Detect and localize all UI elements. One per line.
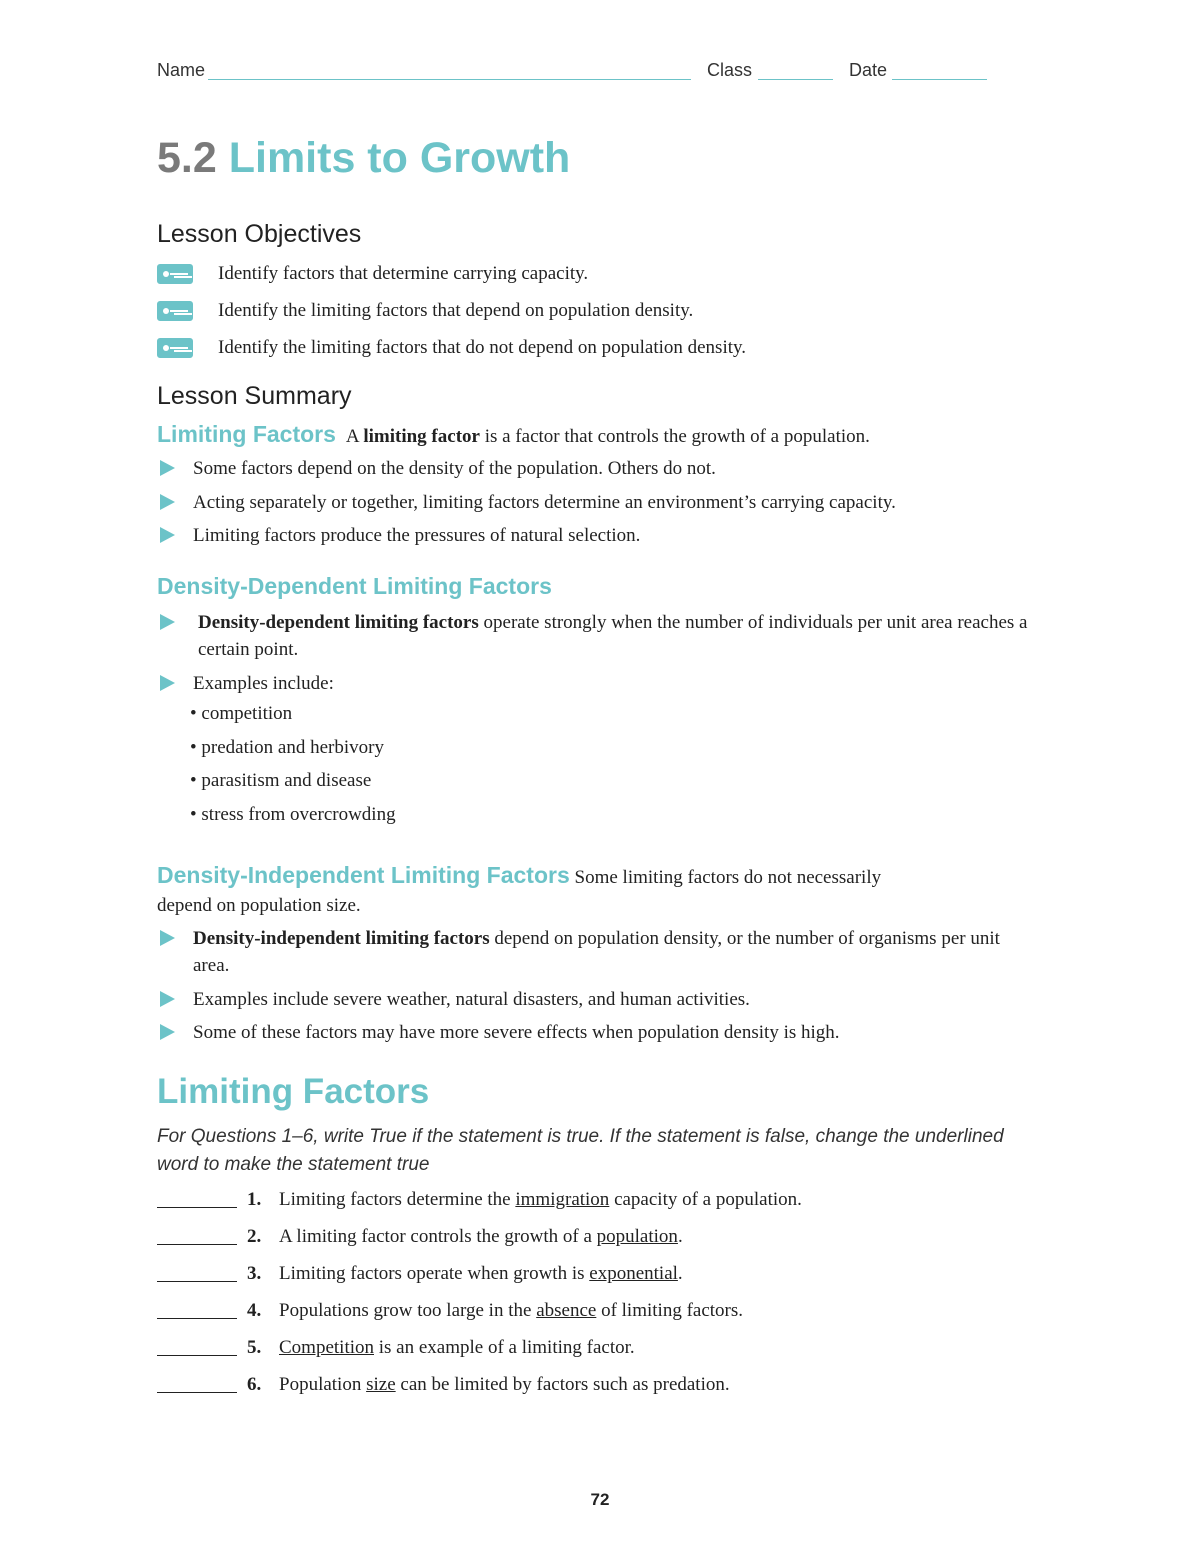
answer-blank[interactable] [157,1207,237,1208]
key-icon [157,264,193,284]
answer-blank[interactable] [157,1355,237,1356]
q-post: . [677,1263,683,1284]
triangle-bullet-icon [160,675,175,691]
di-intro: Some limiting factors do not necessarily [569,867,882,888]
intro-term: limiting factor [363,426,480,447]
limiting-factors-subhead: Limiting Factors [157,421,336,447]
q-post: of limiting factors. [596,1300,744,1321]
question-number: 4. [247,1300,262,1321]
page-number: 72 [590,1490,610,1509]
objective-text: Identify the limiting factors that do not depend on population density. [218,337,747,358]
dd-text: operate strongly when the number of individuals per unit area reaches a certain point. [198,612,1028,660]
dd-term: Density-dependent limiting factors [198,612,479,633]
q-pre: Population [279,1374,367,1395]
bullet-text: Examples include severe weather, natural disasters, and human activities. [193,989,750,1010]
q-pre: A limiting factor controls the growth of a [279,1226,597,1247]
page-title [157,134,570,183]
triangle-bullet-icon [160,527,175,543]
q-post: capacity of a population. [609,1189,802,1210]
bullet-text: Some factors depend on the density of the population. Others do not. [193,458,716,479]
answer-blank[interactable] [157,1392,237,1393]
objective-item [157,300,1057,324]
class-field-line[interactable] [758,79,833,80]
triangle-bullet-icon [160,614,175,630]
q-post: . [677,1226,683,1247]
key-icon [157,301,193,321]
bullet-text: Examples include: [193,673,334,694]
questions-instructions: For Questions 1–6, write True if the statement is true. If the statement is false, change the underlined word to make the statement true [157,1126,1004,1175]
intro-a: A [345,426,364,447]
q-underlined-word: absence [536,1300,597,1321]
triangle-bullet-icon [160,460,175,476]
question-number: 6. [247,1374,262,1395]
section-number: 5.2 [157,134,217,182]
example-item: • predation and herbivory [190,737,384,758]
limiting-factors-intro [157,421,870,448]
answer-blank[interactable] [157,1244,237,1245]
q-underlined-word: exponential [589,1263,678,1284]
density-independent-subhead: Density-Independent Limiting Factors [157,862,570,888]
triangle-bullet-icon [160,930,175,946]
q-underlined-word: Competition [279,1337,374,1358]
q-pre: Limiting factors determine the [279,1189,516,1210]
objective-text: Identify the limiting factors that depend on population density. [218,300,694,321]
name-label: Name [157,60,206,80]
bullet-text: Limiting factors produce the pressures of natural selection. [193,525,641,546]
density-dependent-subhead: Density-Dependent Limiting Factors [157,573,552,599]
q-post: is an example of a limiting factor. [374,1337,635,1358]
question-number: 1. [247,1189,262,1210]
question-number: 2. [247,1226,262,1247]
objective-item [157,263,1057,287]
question-row [157,1263,1057,1291]
date-field-line[interactable] [892,79,987,80]
example-item: • parasitism and disease [190,770,372,791]
question-row [157,1337,1057,1365]
question-row [157,1374,1057,1402]
triangle-bullet-icon [160,1024,175,1040]
example-text: predation and herbivory [201,737,384,758]
q-underlined-word: size [366,1374,396,1395]
section-title: Limits to Growth [228,134,571,182]
q-post: can be limited by factors such as predation. [395,1374,730,1395]
date-label: Date [849,60,888,80]
bullet-item [157,522,1037,549]
objectives-heading: Lesson Objectives [157,220,362,248]
intro-b: is a factor that controls the growth of a population. [479,426,870,447]
question-number: 3. [247,1263,262,1284]
questions-heading: Limiting Factors [157,1072,430,1111]
objective-text: Identify factors that determine carrying capacity. [218,263,589,284]
name-field-line[interactable] [208,79,691,80]
density-independent-intro [157,862,881,889]
example-item: • competition [190,703,293,724]
summary-heading: Lesson Summary [157,382,352,410]
triangle-bullet-icon [160,494,175,510]
bullet-item [157,609,1037,663]
question-row [157,1226,1057,1254]
bullet-text: Some of these factors may have more severe effects when population density is high. [193,1022,840,1043]
answer-blank[interactable] [157,1318,237,1319]
bullet-item [157,670,1037,697]
question-row [157,1189,1057,1217]
example-text: stress from overcrowding [201,804,396,825]
example-text: competition [201,703,293,724]
bullet-text: Acting separately or together, limiting factors determine an environment’s carrying capacity. [193,492,896,513]
question-row [157,1300,1057,1328]
di-intro-line2: depend on population size. [157,895,361,916]
bullet-item [157,489,1037,516]
q-underlined-word: population [596,1226,678,1247]
example-text: parasitism and disease [201,770,372,791]
question-number: 5. [247,1337,262,1358]
triangle-bullet-icon [160,991,175,1007]
bullet-item [157,986,1037,1013]
bullet-item [157,1019,1037,1046]
density-dependent-heading [157,573,552,600]
example-item: • stress from overcrowding [190,804,396,825]
answer-blank[interactable] [157,1281,237,1282]
di-text: depend on population density, or the number of organisms per unit area. [193,928,1000,976]
q-underlined-word: immigration [515,1189,610,1210]
di-term: Density-independent limiting factors [193,928,490,949]
bullet-item [157,455,1037,482]
key-icon [157,338,193,358]
q-pre: Populations grow too large in the [279,1300,537,1321]
class-label: Class [707,60,753,80]
objective-item [157,337,1057,361]
q-pre: Limiting factors operate when growth is [279,1263,590,1284]
bullet-item [157,925,1037,979]
